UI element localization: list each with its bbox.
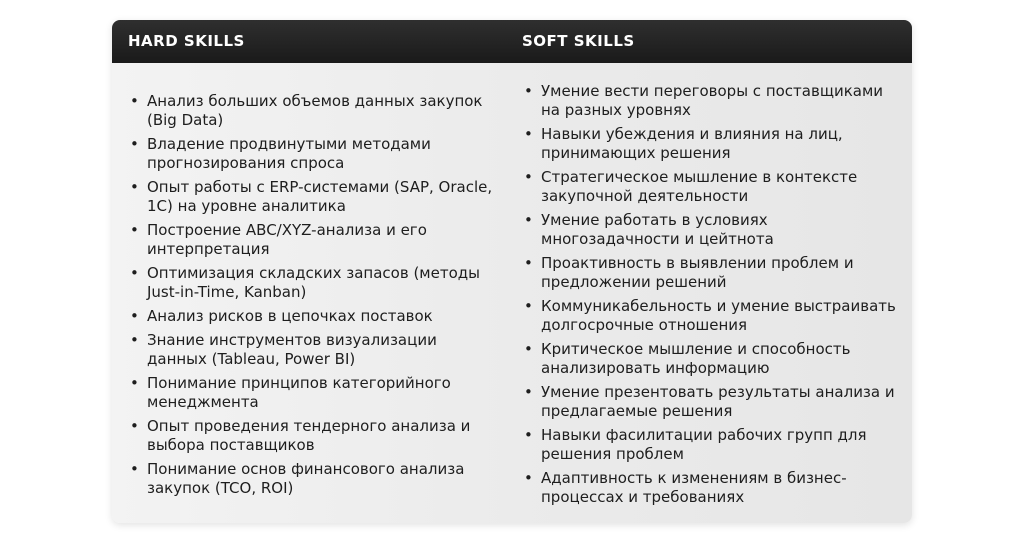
list-item <box>130 417 497 455</box>
list-item <box>524 383 901 421</box>
hard-skills-title: HARD SKILLS <box>128 32 245 50</box>
soft-skills-list <box>524 82 901 512</box>
bullet-icon: • <box>524 82 533 100</box>
list-item-text: Знание инструментов визуализации данных (Tableau, Power BI) <box>147 331 437 368</box>
bullet-icon: • <box>130 264 139 282</box>
list-item <box>130 221 497 259</box>
list-item <box>524 211 901 249</box>
list-item-text: Владение продвинутыми методами прогнозирования спроса <box>147 135 431 172</box>
list-item-text: Построение ABC/XYZ-анализа и его интерпретация <box>147 221 427 258</box>
bullet-icon: • <box>130 307 139 325</box>
list-item <box>524 125 901 163</box>
bullet-icon: • <box>524 340 533 358</box>
bullet-icon: • <box>130 460 139 478</box>
skills-card <box>112 20 912 523</box>
list-item-text: Стратегическое мышление в контексте закупочной деятельности <box>541 168 858 205</box>
list-item-text: Навыки фасилитации рабочих групп для решения проблем <box>541 426 867 463</box>
bullet-icon: • <box>130 417 139 435</box>
list-item <box>524 340 901 378</box>
list-item-text: Навыки убеждения и влияния на лиц, принимающих решения <box>541 125 843 162</box>
list-item-text: Умение работать в условиях многозадачности и цейтнота <box>541 211 774 248</box>
list-item-text: Оптимизация складских запасов (методы Just-in-Time, Kanban) <box>147 264 480 301</box>
table-header <box>112 20 912 63</box>
list-item <box>524 82 901 120</box>
list-item-text: Анализ больших объемов данных закупок (Big Data) <box>147 92 483 129</box>
bullet-icon: • <box>524 297 533 315</box>
hard-skills-list <box>130 92 497 503</box>
list-item <box>524 469 901 507</box>
bullet-icon: • <box>130 135 139 153</box>
list-item-text: Опыт проведения тендерного анализа и выбора поставщиков <box>147 417 471 454</box>
list-item <box>524 254 901 292</box>
list-item <box>130 331 497 369</box>
list-item-text: Умение презентовать результаты анализа и предлагаемые решения <box>541 383 895 420</box>
bullet-icon: • <box>524 254 533 272</box>
list-item-text: Адаптивность к изменениям в бизнес-процессах и требованиях <box>541 469 847 506</box>
bullet-icon: • <box>524 383 533 401</box>
list-item-text: Коммуникабельность и умение выстраивать долгосрочные отношения <box>541 297 896 334</box>
list-item <box>524 297 901 335</box>
list-item <box>524 168 901 206</box>
list-item <box>130 264 497 302</box>
bullet-icon: • <box>524 426 533 444</box>
list-item <box>524 426 901 464</box>
list-item-text: Понимание принципов категорийного менеджмента <box>147 374 451 411</box>
bullet-icon: • <box>524 211 533 229</box>
list-item-text: Критическое мышление и способность анализировать информацию <box>541 340 851 377</box>
bullet-icon: • <box>130 374 139 392</box>
soft-skills-title: SOFT SKILLS <box>522 32 635 50</box>
list-item-text: Проактивность в выявлении проблем и предложении решений <box>541 254 854 291</box>
bullet-icon: • <box>130 92 139 110</box>
list-item <box>130 178 497 216</box>
list-item <box>130 374 497 412</box>
bullet-icon: • <box>524 168 533 186</box>
list-item-text: Умение вести переговоры с поставщиками на разных уровнях <box>541 82 884 119</box>
bullet-icon: • <box>524 125 533 143</box>
list-item <box>130 307 497 326</box>
bullet-icon: • <box>130 221 139 239</box>
list-item <box>130 460 497 498</box>
list-item <box>130 92 497 130</box>
bullet-icon: • <box>130 178 139 196</box>
list-item <box>130 135 497 173</box>
bullet-icon: • <box>130 331 139 349</box>
list-item-text: Опыт работы с ERP-системами (SAP, Oracle, 1C) на уровне аналитика <box>147 178 493 215</box>
list-item-text: Анализ рисков в цепочках поставок <box>147 307 433 325</box>
bullet-icon: • <box>524 469 533 487</box>
list-item-text: Понимание основ финансового анализа закупок (TCO, ROI) <box>147 460 465 497</box>
